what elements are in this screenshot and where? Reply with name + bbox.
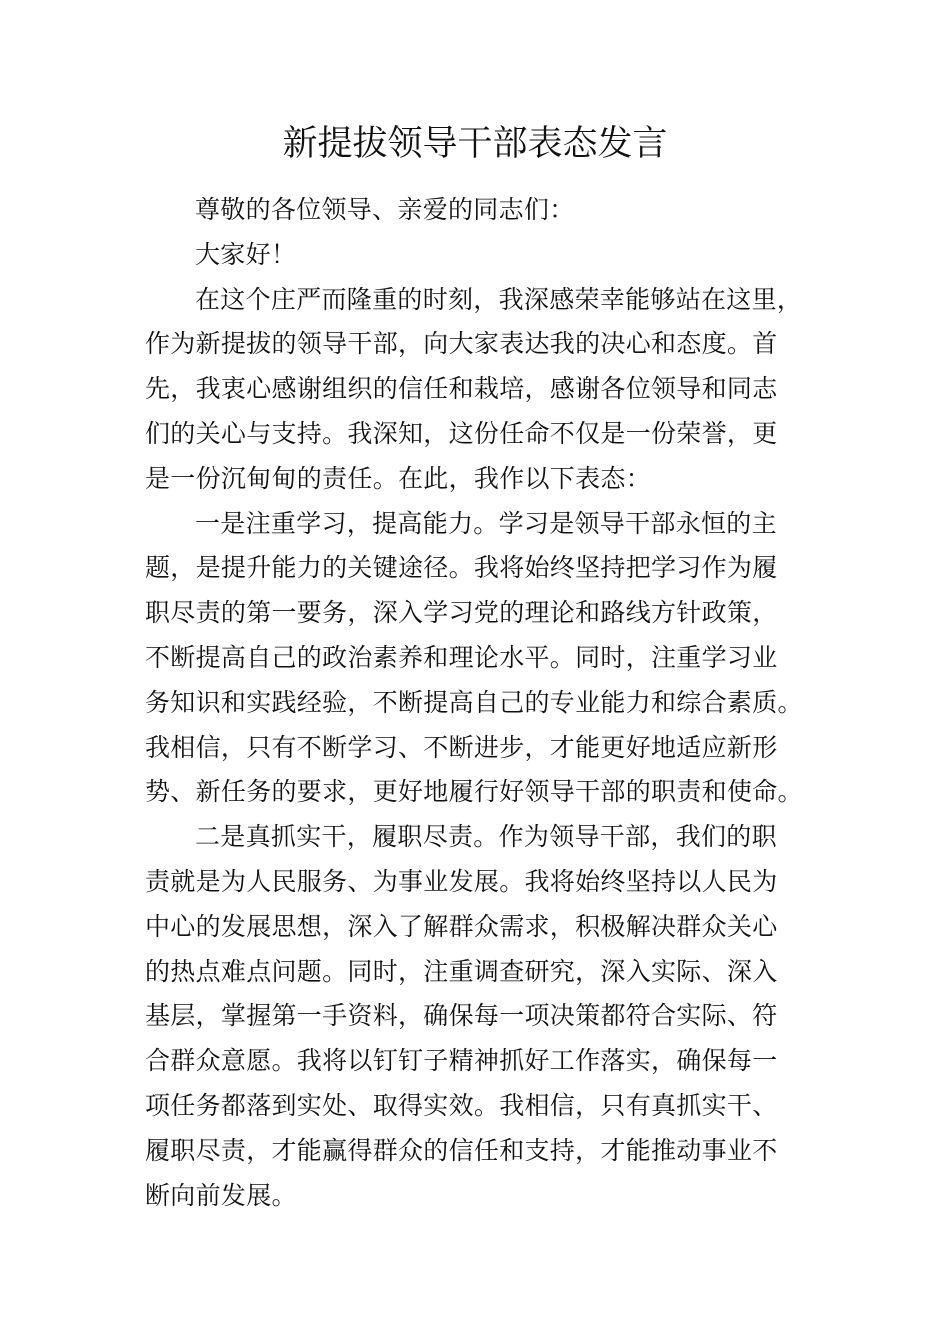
paragraph-3-line: 中心的发展思想，深入了解群众需求，积极解决群众关心 <box>145 911 778 941</box>
paragraph-1-line: 先，我衷心感谢组织的信任和栽培，感谢各位领导和同志 <box>145 374 778 404</box>
paragraph-1-line: 作为新提拔的领导干部，向大家表达我的决心和态度。首 <box>145 329 778 359</box>
paragraph-3-line: 基层，掌握第一手资料，确保每一项决策都符合实际、符 <box>145 1001 778 1031</box>
paragraph-3-line: 合群众意愿。我将以钉钉子精神抓好工作落实，确保每一 <box>145 1046 778 1076</box>
paragraph-2-line: 势、新任务的要求，更好地履行好领导干部的职责和使命。 <box>145 777 803 807</box>
paragraph-3-line: 断向前发展。 <box>145 1180 297 1210</box>
paragraph-3-line: 的热点难点问题。同时，注重调查研究，深入实际、深入 <box>145 956 778 986</box>
paragraph-2-line: 职尽责的第一要务，深入学习党的理论和路线方针政策， <box>145 598 778 628</box>
paragraph-2-line: 不断提高自己的政治素养和理论水平。同时，注重学习业 <box>145 642 778 672</box>
paragraph-2-line: 题，是提升能力的关键途径。我将始终坚持把学习作为履 <box>145 553 778 583</box>
paragraph-2-line: 务知识和实践经验，不断提高自己的专业能力和综合素质。 <box>145 687 803 717</box>
paragraph-1-line: 是一份沉甸甸的责任。在此，我作以下表态： <box>145 463 652 493</box>
paragraph-3-line: 二是真抓实干，履职尽责。作为领导干部，我们的职 <box>195 822 777 852</box>
salutation-line: 尊敬的各位领导、亲爱的同志们： <box>195 195 575 224</box>
paragraph-1-line: 们的关心与支持。我深知，这份任命不仅是一份荣誉，更 <box>145 418 778 448</box>
paragraph-3-line: 履职尽责，才能赢得群众的信任和支持，才能推动事业不 <box>145 1135 778 1165</box>
paragraph-2-line: 我相信，只有不断学习、不断进步，才能更好地适应新形 <box>145 732 778 762</box>
paragraph-2-line: 一是注重学习，提高能力。学习是领导干部永恒的主 <box>195 508 777 538</box>
paragraph-3-line: 责就是为人民服务、为事业发展。我将始终坚持以人民为 <box>145 866 778 896</box>
paragraph-3-line: 项任务都落到实处、取得实效。我相信，只有真抓实干、 <box>145 1090 778 1120</box>
paragraph-1-line: 在这个庄严而隆重的时刻，我深感荣幸能够站在这里， <box>195 284 803 314</box>
document-title: 新提拔领导干部表态发言 <box>282 124 668 164</box>
greeting-line: 大家好！ <box>195 239 297 269</box>
document-body <box>145 188 805 1218</box>
